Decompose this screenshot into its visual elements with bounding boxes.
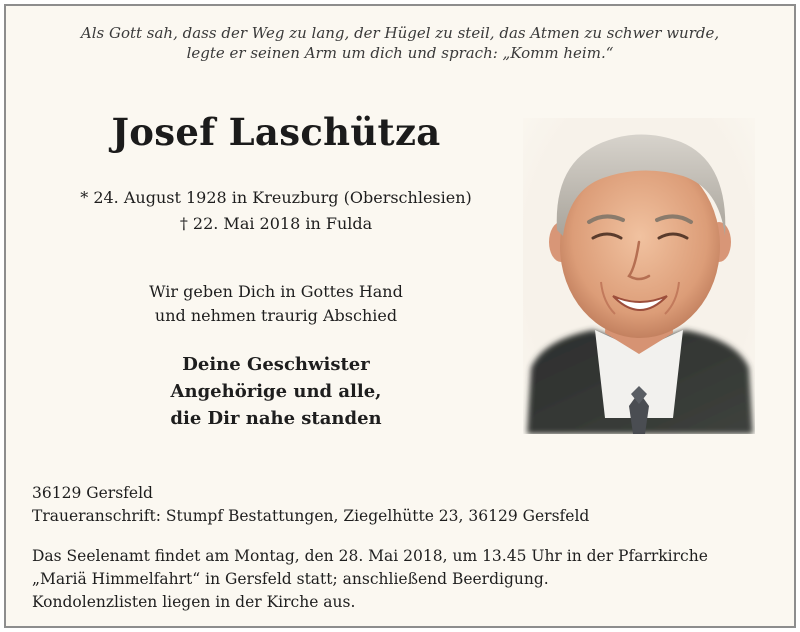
- service-info: [32, 545, 772, 614]
- portrait-illustration: [523, 118, 755, 434]
- mourners-line-2: Angehörige und alle,: [170, 381, 382, 402]
- farewell-text: [6, 280, 546, 328]
- farewell-line-2: und nehmen traurig Abschied: [154, 306, 398, 325]
- address-block: [32, 482, 772, 528]
- life-dates: [6, 185, 546, 237]
- birth-date: * 24. August 1928 in Kreuzburg (Oberschlesien): [80, 188, 472, 207]
- obituary-card: [4, 4, 796, 628]
- deceased-name: Josef Laschütza: [111, 110, 441, 154]
- service-line-2: „Mariä Himmelfahrt“ in Gersfeld statt; anschließend Beerdigung.: [32, 570, 549, 588]
- mourners-line-1: Deine Geschwister: [182, 354, 370, 375]
- farewell-line-1: Wir geben Dich in Gottes Hand: [149, 282, 403, 301]
- quote-line-1: Als Gott sah, dass der Weg zu lang, der Hügel zu steil, das Atmen zu schwer wurde,: [80, 24, 720, 42]
- portrait-photo: [523, 118, 755, 434]
- opening-quote: [6, 23, 794, 63]
- mourning-address: Traueranschrift: Stumpf Bestattungen, Ziegelhütte 23, 36129 Gersfeld: [32, 507, 590, 525]
- service-line-1: Das Seelenamt findet am Montag, den 28. Mai 2018, um 13.45 Uhr in der Pfarrkirche: [32, 547, 708, 565]
- death-date: † 22. Mai 2018 in Fulda: [179, 214, 373, 233]
- mourners: [6, 351, 546, 432]
- quote-line-2: legte er seinen Arm um dich und sprach: „Komm heim.“: [186, 44, 614, 62]
- mourners-line-3: die Dir nahe standen: [170, 408, 382, 429]
- service-line-3: Kondolenzlisten liegen in der Kirche aus.: [32, 593, 356, 611]
- town: 36129 Gersfeld: [32, 484, 153, 502]
